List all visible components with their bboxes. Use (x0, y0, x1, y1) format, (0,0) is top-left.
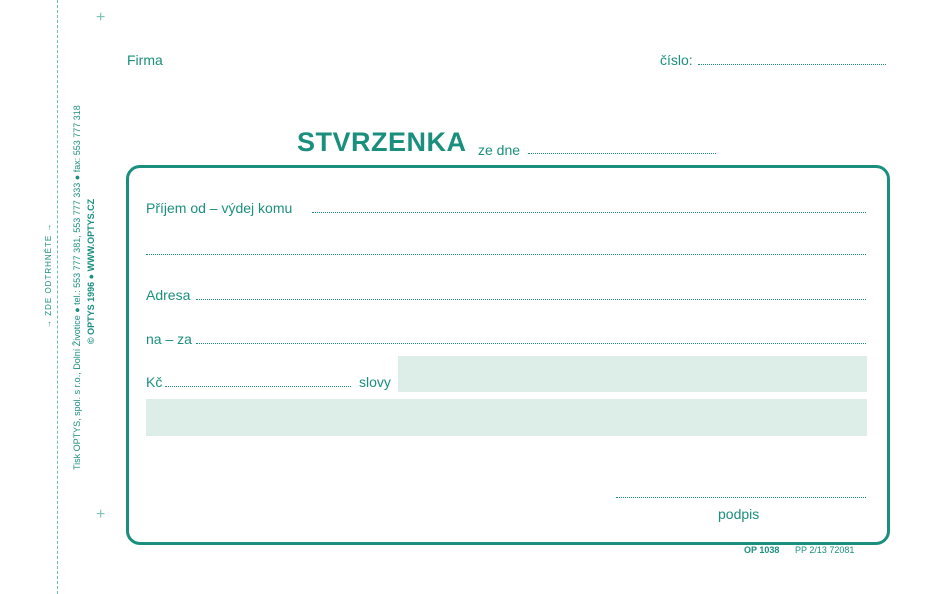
date-label: ze dne (478, 142, 521, 158)
printer-info-text: Tisk OPTYS, spol. s r.o., Dolní Životice ● tel.: 553 777 381, 553 777 333 ● fax: 553 777 318 (72, 105, 82, 470)
slovy-field-shade[interactable] (398, 356, 867, 392)
prijem-label: Příjem od – výdej komu (146, 200, 293, 216)
kc-field[interactable] (165, 386, 351, 387)
cut-here-text: → ZDE ODTRHNĚTE → (44, 222, 53, 328)
adresa-field[interactable] (196, 299, 866, 300)
na-za-label: na – za (146, 331, 192, 347)
kc-label: Kč (146, 374, 163, 390)
slovy-field-line2[interactable] (146, 399, 867, 436)
copyright-text: © OPTYS 1996 ● WWW.OPTYS.CZ (86, 198, 96, 344)
form-code: OP 1038 (744, 545, 780, 555)
signature-field[interactable] (616, 497, 866, 498)
prijem-field[interactable] (312, 212, 866, 213)
firma-label: Firma (127, 52, 163, 68)
document-title: STVRZENKA (297, 127, 467, 157)
cut-line (57, 0, 58, 594)
date-field[interactable] (528, 153, 716, 154)
prijem-field-line2[interactable] (146, 254, 866, 255)
adresa-label: Adresa (146, 287, 191, 303)
cislo-label: číslo: (660, 52, 693, 68)
slovy-label: slovy (359, 374, 391, 390)
crosshair-mark-top: + (96, 9, 106, 26)
crosshair-mark-bottom: + (96, 506, 106, 523)
podpis-label: podpis (718, 506, 760, 522)
form-box (126, 165, 890, 545)
cislo-field[interactable] (698, 64, 886, 65)
na-za-field[interactable] (196, 343, 866, 344)
form-info: PP 2/13 72081 (795, 545, 855, 555)
